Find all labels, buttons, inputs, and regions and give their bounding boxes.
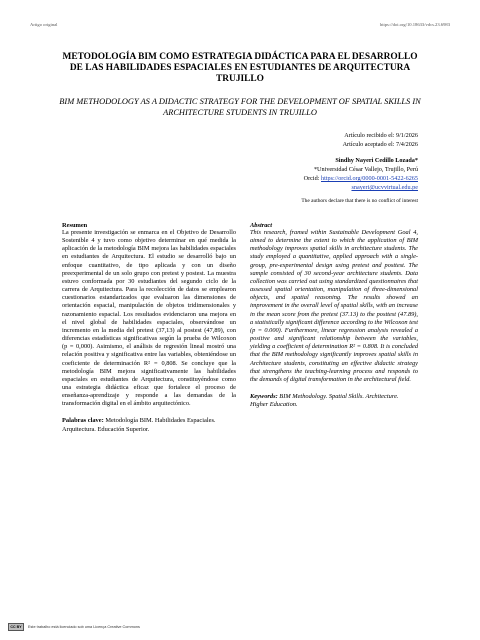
palabras-clave-label: Palabras clave: [62,417,104,425]
author-name: Sindhy Nayeri Cedillo Lozada* [335,157,418,164]
orcid-link[interactable]: https://orcid.org/0000-0001-5422-6265 [321,175,418,182]
accepted-date: Artículo aceptado el: 7/4/2026 [342,141,418,148]
article-type-label: Artigo original [30,22,58,27]
keywords [250,393,418,409]
abstract-section [250,222,418,409]
palabras-clave-text: Metodología BIM. Habilidades Espaciales. Arquitectura. Educación Superior. [62,417,216,433]
received-date: Artículo recibido el: 9/1/2026 [344,132,418,139]
resumen-section [62,222,236,434]
title-english: BIM METHODOLOGY AS A DIDACTIC STRATEGY FOR THE DEVELOPMENT OF SPATIAL SKILLS IN ARCHITECTURE STUDENTS IN TRUJILLO [59,97,421,117]
email-line [351,184,418,192]
orcid-line [304,175,418,183]
abstract-heading: Abstract [250,222,273,229]
doi-link[interactable]: https://doi.org/10.18633/vdcs.23.6983 [379,22,450,27]
abstract-text: This research, framed within Sustainable Development Goal 4, aimed to determine the extent to which the application of BIM methodology improves spatial skills in architecture students. The study employed a quantitative, applied approach with a single-group, pre-experimental design using pretest and posttest. The sample consisted of 30 second-year architecture students. Data collection was carried out using standardized questionnaires that assessed spatial orientation, manipulation of three-dimensional objects, and spatial reasoning. The results showed an improvement in the overall level of spatial skills, with an increase in the mean score from the pretest (37.13) to the posttest (47.89), a statistically significant difference according to the Wilcoxon test (p = 0.000). Furthermore, linear regression analysis revealed a positive and significant relationship between the variables, yielding a coefficient of determination R² = 0.808. It is concluded that the BIM methodology significantly improves spatial skills in Architecture students, constituting an effective didactic strategy that strengthens the teaching-learning process and responds to the demands of digital transformation in the architectural field. [250,229,418,383]
title-spanish: METODOLOGÍA BIM COMO ESTRATEGIA DIDÁCTICA PARA EL DESARROLLO DE LAS HABILIDADES ESPACIALES EN ESTUDIANTES DE ARQUITECTURA TRUJILLO [62,52,418,84]
keywords-text: BIM Methodology. Spatial Skills. Architecture. Higher Education. [250,392,399,409]
cc-license-icon[interactable]: CC BY [8,623,24,631]
keywords-label: Keywords: [250,392,278,400]
author-email-link[interactable]: snayeri@ucvvirtual.edu.pe [351,184,418,191]
orcid-label: Orcid: [303,175,321,182]
conflict-statement: The authors declare that there is no conflict of interest [301,198,418,204]
license-text: Este trabalho está licenciado sob uma Licença Creative Commons [28,625,140,629]
resumen-heading: Resumen [62,222,88,229]
author-affiliation: *Universidad César Vallejo, Trujillo, Perú [313,166,418,173]
palabras-clave [62,417,236,433]
license-footer [8,623,140,631]
resumen-text: La presente investigación se enmarca en el Objetivo de Desarrollo Sostenible 4 y tuvo como objetivo determinar en qué medida la aplicación de la metodología BIM mejora las habilidades espaciales en estudiantes de Arquitectura. El estudio se desarrolló bajo un enfoque cuantitativo, de tipo aplicada y con un diseño preexperimental de un solo grupo con pretest y postest. La muestra estuvo conformada por 30 estudiantes del segundo ciclo de la carrera de Arquitectura. Para la recolección de datos se emplearon cuestionarios estandarizados que evaluaron las dimensiones de orientación espacial, manipulación de objetos tridimensionales y razonamiento espacial. Los resultados evidenciaron una mejora en el nivel global de habilidades espaciales, observándose un incremento en la media del pretest (37,13) al postest (47,89), con diferencias estadísticas significativas según la prueba de Wilcoxon (p = 0,000). Asimismo, el análisis de regresión lineal mostró una relación positiva y significativa entre las variables, obteniéndose un coeficiente de determinación R² = 0,808. Se concluye que la metodología BIM mejora significativamente las habilidades espaciales en estudiantes de Arquitectura, constituyéndose como una estrategia didáctica eficaz que fortalece el proceso de enseñanza-aprendizaje y responde a las demandas de la transformación digital en el ámbito arquitectónico. [62,229,236,408]
